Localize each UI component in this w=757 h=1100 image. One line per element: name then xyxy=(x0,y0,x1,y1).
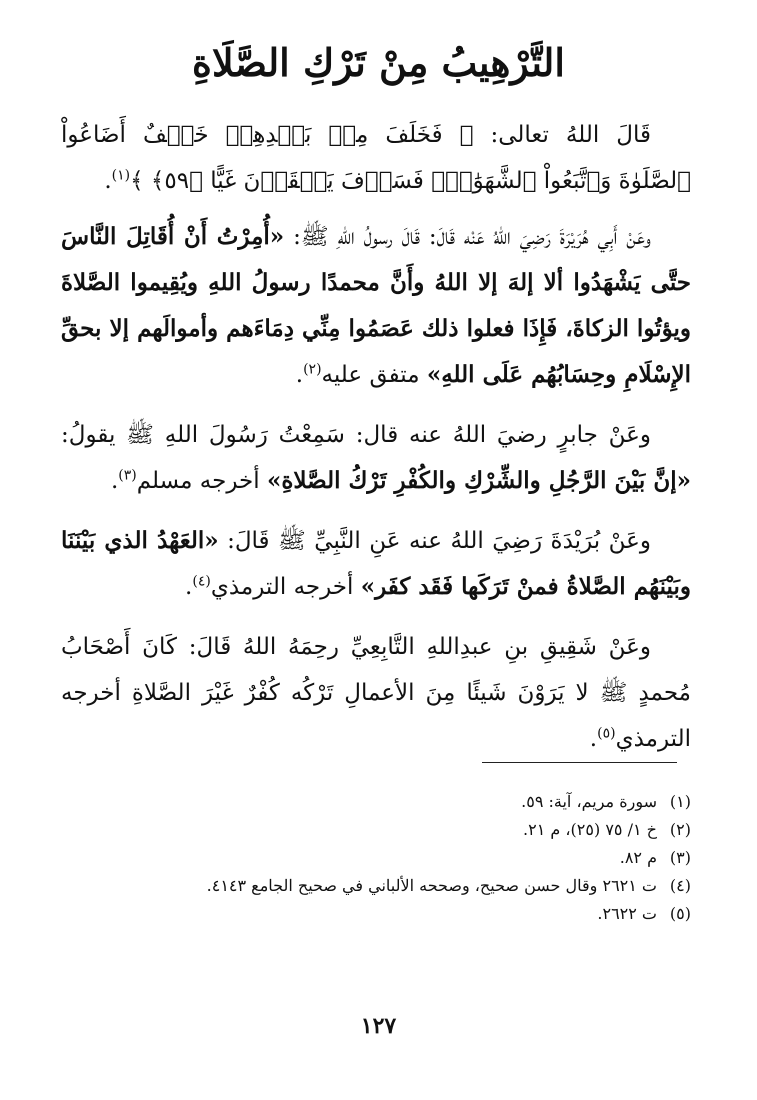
text-segment: أخرجه مسلم xyxy=(136,468,267,494)
footnote-ref[interactable]: (٤) xyxy=(192,573,211,590)
footnotes-list xyxy=(71,788,691,928)
footnote-item xyxy=(71,872,691,900)
hadith-quote: «العَهْدُ الذي بَيْنَنَا وبَيْنَهُم الصَّلاةُ فمنْ تَرَكَها فَقَد كفَر» xyxy=(61,527,691,600)
paragraph-athar-shaqiq xyxy=(61,624,691,762)
paragraph-hadith-jabir xyxy=(61,412,691,504)
page-title: التَّرْهِيبُ مِنْ تَرْكِ الصَّلَاةِ xyxy=(192,40,565,85)
text-segment: وعَنْ بُرَيْدَةَ رَضِيَ اللهُ عنه عَنِ النَّبِيِّ ﷺ قَالَ: xyxy=(218,528,651,554)
footnote-ref[interactable]: (٥) xyxy=(597,725,616,742)
paragraph-tail: . xyxy=(185,574,193,600)
footnote-ref[interactable]: (١) xyxy=(111,167,131,184)
paragraph-tail: . xyxy=(295,362,304,388)
footnote-item xyxy=(71,788,691,816)
paragraph-hadith-abu-hurairah xyxy=(61,214,691,398)
hadith-quote: «إنَّ بَيْنَ الرَّجُلِ والشِّرْكِ والكُفْرِ تَرْكُ الصَّلاةِ» xyxy=(266,467,691,494)
text-segment: أخرجه الترمذي xyxy=(210,574,361,600)
footnote-ref[interactable]: (٢) xyxy=(303,361,322,378)
footnote-text: ت ٢٦٢١ وقال حسن صحيح، وصححه الألباني في صحيح الجامع ٤١٤٣. xyxy=(206,876,657,895)
paragraph-hadith-buraydah xyxy=(61,518,691,610)
main-text xyxy=(61,112,691,776)
footnote-number: (٤) xyxy=(669,876,691,895)
footnote-item xyxy=(71,844,691,872)
footnote-item xyxy=(71,816,691,844)
text-segment: وعَنْ جابرٍ رضيَ اللهُ عنه قال: سَمِعْتُ رَسُولَ اللهِ ﷺ يقولُ: xyxy=(61,422,651,448)
footnote-ref[interactable]: (٣) xyxy=(118,467,137,484)
footnote-text: ت ٢٦٢٢. xyxy=(597,904,657,923)
footnote-text: سورة مريم، آية: ٥٩. xyxy=(521,792,657,811)
text-segment: وعَنْ أَبِي هُرَيْرَةَ رَضِيَ اللهُ عَنْه قَالَ: قَالَ رسولُ اللهِ ﷺ: xyxy=(284,224,651,250)
hadith-quote: «أُمِرْتُ أَنْ أُقَاتِلَ النَّاسَ حتَّى يَشْهَدُوا ألا إلهَ إلا اللهُ وأَنَّ محمدًا رسولُ اللهِ ويُقِيموا الصَّلاةَ ويؤتُوا الزكاةَ، فَإِذَا فعلوا ذلك عَصَمُوا مِنِّي دِمَاءَهم وأموالَهم إلا بحقِّ الإِسْلَامِ وحِسَابُهُم عَلَى اللهِ» xyxy=(61,223,691,388)
paragraph-tail: . xyxy=(104,168,112,194)
text-segment: قَالَ اللهُ تعالى: ﴿ فَخَلَفَ مِنۢ بَعۡدِهِمۡ خَلۡفٌ أَضَاعُواْ ٱلصَّلَوٰةَ وَٱتَّبَعُواْ ٱلشَّهَوَٰتِۖ فَسَوۡفَ يَلۡقَوۡنَ غَيًّا ﴿٥٩﴾ ﴾ xyxy=(61,122,691,194)
paragraph-quran-verse xyxy=(61,112,691,204)
footnote-text: خ ١/ ٧٥ (٢٥)، م ٢١. xyxy=(523,820,657,839)
footnote-number: (٥) xyxy=(669,904,691,923)
footnote-item xyxy=(71,900,691,928)
paragraph-tail: . xyxy=(110,468,119,494)
page-number: ١٢٧ xyxy=(360,1013,397,1039)
text-segment: متفق عليه xyxy=(321,362,427,388)
footnote-number: (١) xyxy=(669,792,691,811)
footnote-separator xyxy=(482,762,677,763)
footnote-number: (٣) xyxy=(669,848,691,867)
footnote-number: (٢) xyxy=(669,820,691,839)
footnote-text: م ٨٢. xyxy=(619,848,657,867)
paragraph-tail: . xyxy=(589,726,598,752)
text-segment: وعَنْ شَقِيقِ بنِ عبدِاللهِ التَّابِعِيِّ رحِمَهُ اللهُ قَالَ: كَانَ أَصْحَابُ مُحمدٍ ﷺ لا يَرَوْنَ شَيئًا مِنَ الأعمالِ تَرْكُه كُفْرٌ غَيْرَ الصَّلاةِ أخرجه الترمذي xyxy=(61,634,691,752)
